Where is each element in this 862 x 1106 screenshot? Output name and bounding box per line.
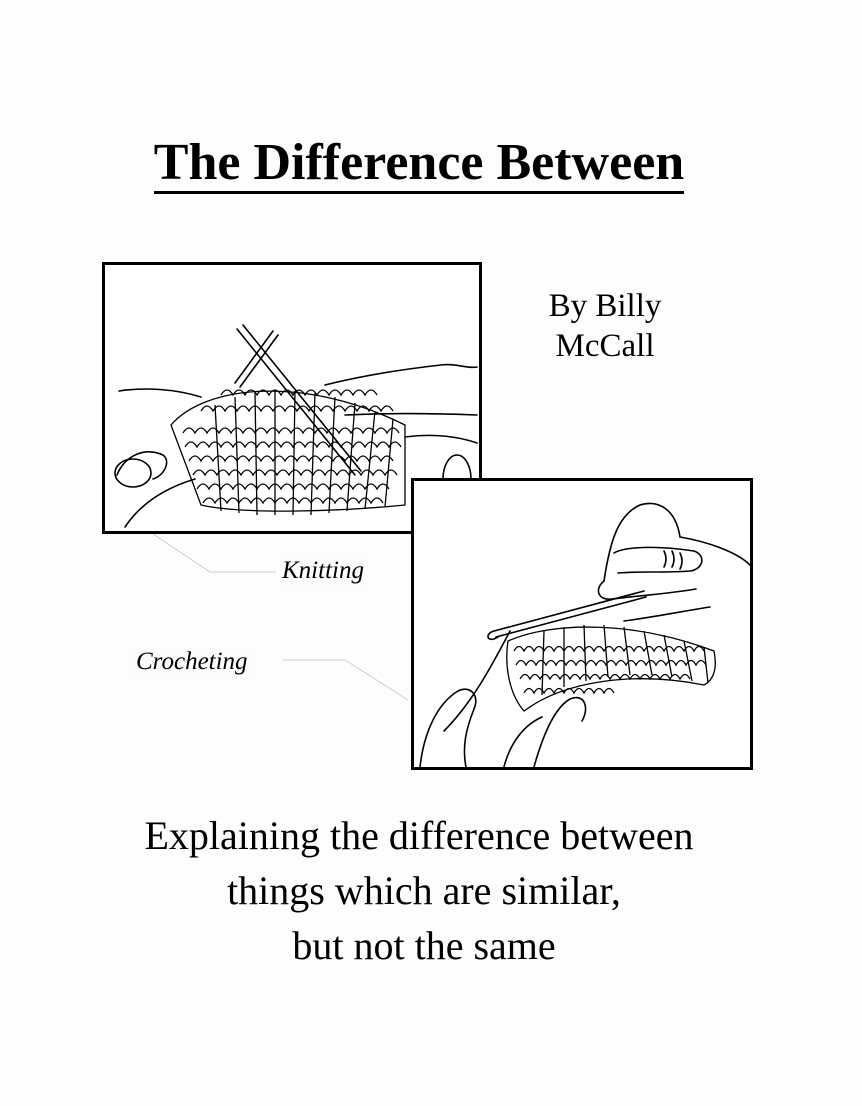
author-line-2: McCall: [555, 328, 655, 364]
crocheting-caption: Crocheting: [132, 646, 252, 678]
tagline-line-3: but not the same: [292, 923, 556, 968]
crocheting-illustration: [411, 478, 753, 770]
tagline-line-1: Explaining the difference between: [144, 813, 694, 858]
knitting-caption: Knitting: [278, 555, 368, 587]
page-title-text: The Difference Between: [154, 134, 684, 194]
tagline-line-2: things which are similar,: [227, 868, 621, 913]
crocheting-drawing: [414, 481, 750, 767]
tagline: [0, 808, 838, 973]
author-line-1: By Billy: [548, 288, 662, 324]
